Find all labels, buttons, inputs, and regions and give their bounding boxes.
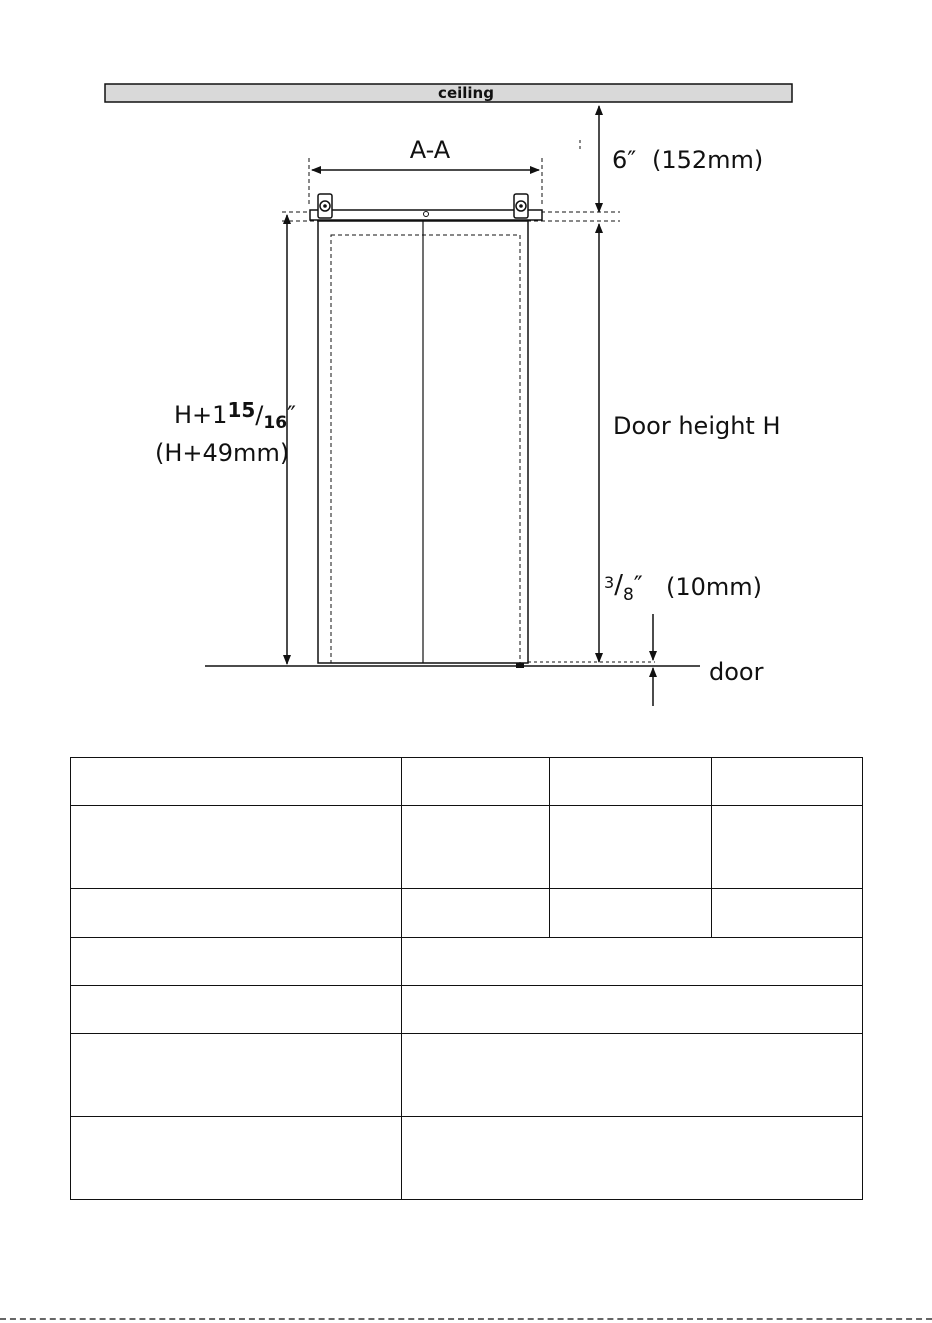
door-height-label: Door height H — [613, 412, 781, 440]
table-cell — [71, 758, 402, 806]
table-cell — [550, 806, 712, 889]
top-width-dimension — [309, 158, 542, 205]
table-cell — [550, 758, 712, 806]
table-row — [71, 1034, 863, 1117]
table-cell — [71, 889, 402, 938]
table-cell — [402, 889, 550, 938]
floor-gap-inch-label: 3/8″ — [604, 570, 643, 605]
table-row — [71, 986, 863, 1034]
table-cell — [402, 986, 863, 1034]
ceiling-clearance-inch: 6″ — [612, 146, 637, 174]
table-cell — [402, 1034, 863, 1117]
top-dim-label: A-A — [409, 136, 451, 164]
table-cell — [71, 1034, 402, 1117]
table-row — [71, 758, 863, 806]
floor-label: door — [709, 658, 764, 686]
ceiling-clearance-mm: (152mm) — [652, 146, 764, 174]
table-cell — [550, 889, 712, 938]
table-cell — [402, 1117, 863, 1200]
table-row — [71, 806, 863, 889]
page-bottom-rule — [0, 1318, 932, 1320]
table-cell — [402, 806, 550, 889]
table-row — [71, 938, 863, 986]
table-cell — [71, 938, 402, 986]
table-cell — [402, 938, 863, 986]
table-cell — [71, 806, 402, 889]
table-row — [71, 889, 863, 938]
overall-height-mm-label: (H+49mm) — [155, 439, 290, 467]
table-cell — [712, 889, 863, 938]
door-panel — [318, 221, 528, 668]
table-cell — [71, 1117, 402, 1200]
spec-table — [70, 757, 863, 1200]
floor-gap-mm-label: (10mm) — [666, 573, 763, 601]
table-cell — [71, 986, 402, 1034]
table-cell — [712, 758, 863, 806]
table-row — [71, 1117, 863, 1200]
overall-height-inch-label: H+115/16″ — [174, 398, 297, 433]
ceiling-clearance-dimension — [580, 106, 599, 212]
left-roller — [318, 194, 332, 218]
right-roller — [514, 194, 528, 218]
ceiling-label: ceiling — [438, 84, 494, 102]
table-cell — [402, 758, 550, 806]
table-cell — [712, 806, 863, 889]
